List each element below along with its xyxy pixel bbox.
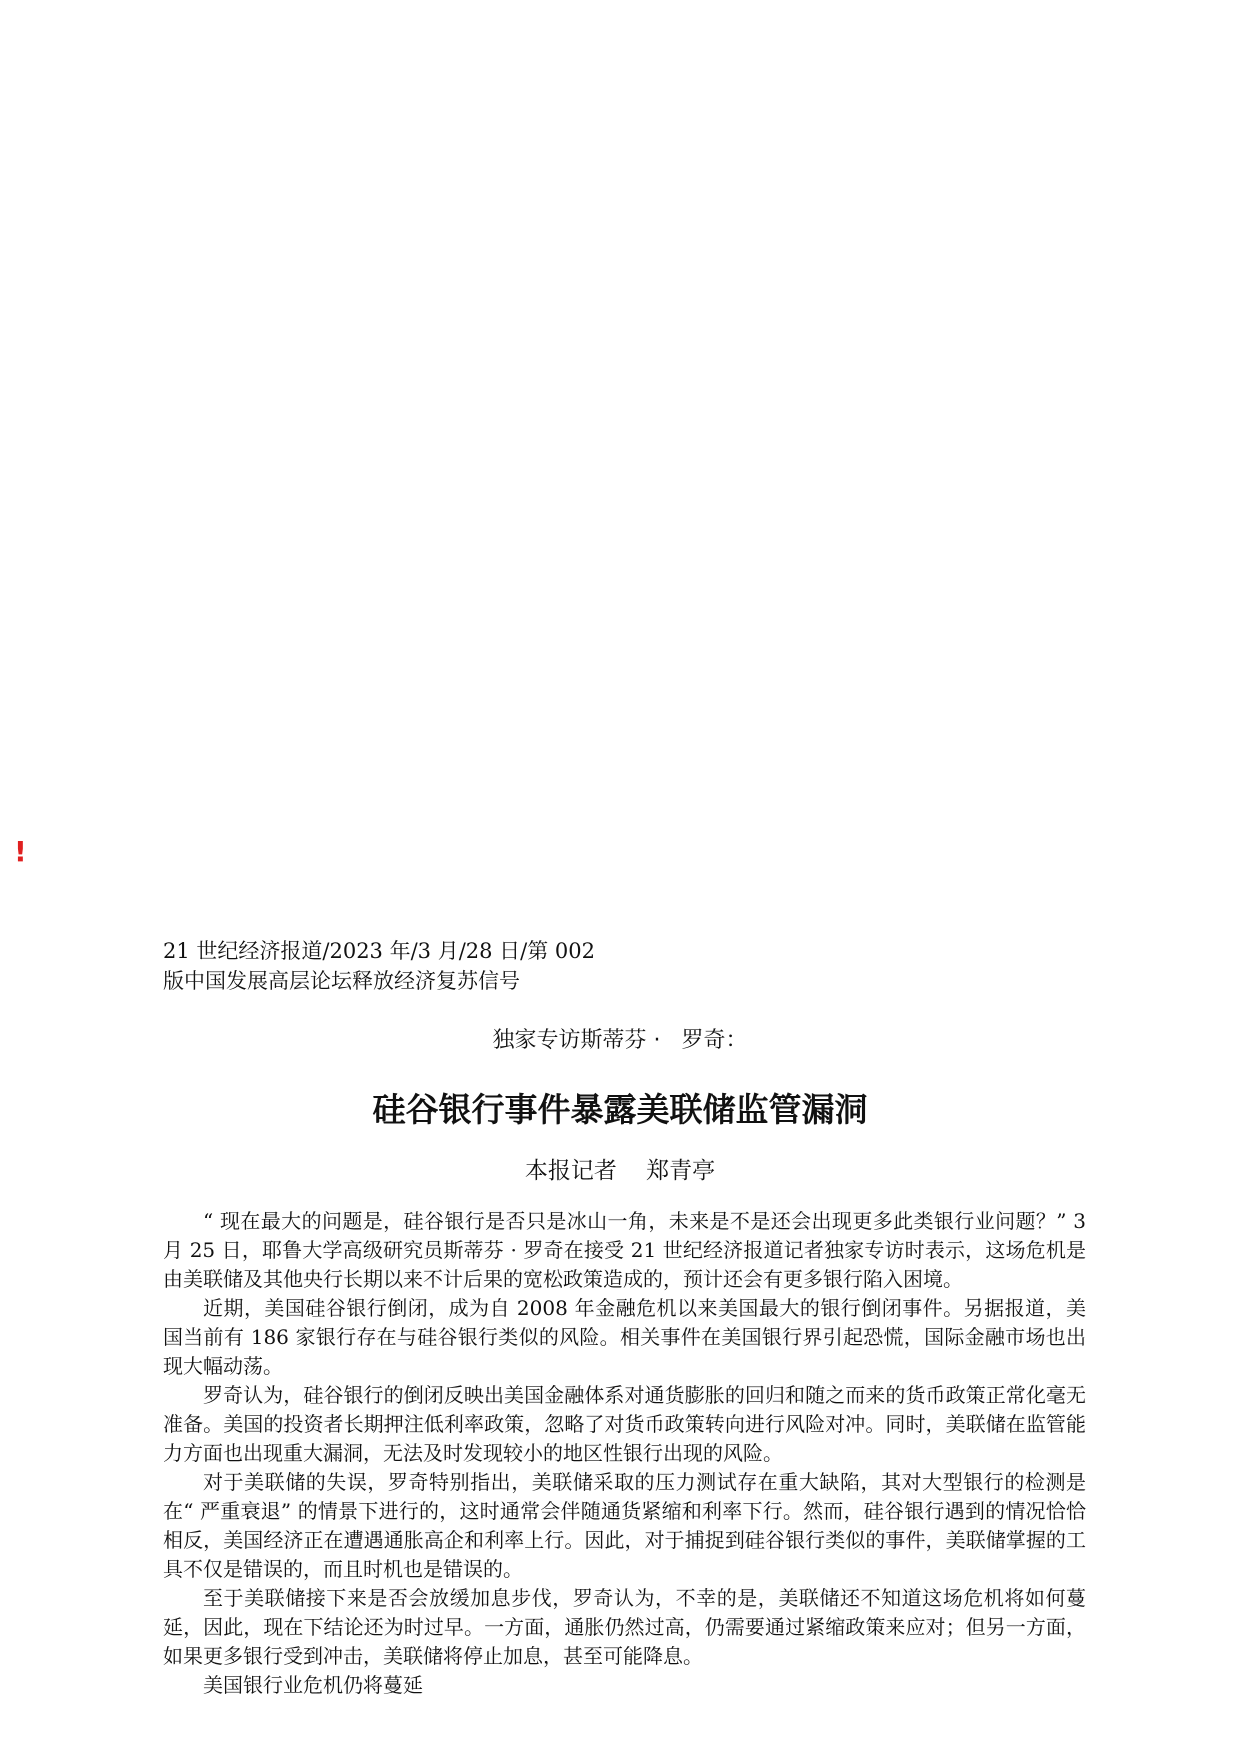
article-paragraph: 罗奇认为，硅谷银行的倒闭反映出美国金融体系对通货膨胀的回归和随之而来的货币政策正常化毫无准备。美国的投资者长期押注低利率政策，忽略了对货币政策转向进行风险对冲。同时，美联储在监管能力方面也出现重大漏洞，无法及时发现较小的地区性银行出现的风险。 [163,1383,1086,1465]
article-kicker: 独家专访斯蒂芬 · 罗奇： [492,1028,748,1053]
article-paragraph: “ 现在最大的问题是，硅谷银行是否只是冰山一角，未来是不是还会出现更多此类银行业问题？” 3 月 25 日，耶鲁大学高级研究员斯蒂芬 · 罗奇在接受 21 世纪经济报道记者独家专访时表示，这场危机是由美联储及其他央行长期以来不计后果的宽松政策造成的，预计还会有更多银行陷入困境。 [163,1209,1086,1291]
article-headline: 硅谷银行事件暴露美联储监管漏洞 [372,1090,868,1129]
article-body [163,1207,1086,1700]
article-paragraph: 近期，美国硅谷银行倒闭，成为自 2008 年金融危机以来美国最大的银行倒闭事件。另据报道，美国当前有 186 家银行存在与硅谷银行类似的风险。相关事件在美国银行界引起恐慌，国际金融市场也出现大幅动荡。 [163,1296,1086,1378]
article-paragraph: 至于美联储接下来是否会放缓加息步伐，罗奇认为，不幸的是，美联储还不知道这场危机将如何蔓延，因此，现在下结论还为时过早。一方面，通胀仍然过高，仍需要通过紧缩政策来应对；但另一方面，如果更多银行受到冲击，美联储将停止加息，甚至可能降息。 [163,1586,1086,1668]
article-subheading: 美国银行业危机仍将蔓延 [203,1673,423,1697]
source-line [163,936,683,996]
article-paragraph: 对于美联储的失误，罗奇特别指出，美联储采取的压力测试存在重大缺陷，其对大型银行的检测是在“ 严重衰退” 的情景下进行的，这时通常会伴随通货紧缩和利率下行。然而，硅谷银行遇到的情况恰恰相反，美国经济正在遭遇通胀高企和利率上行。因此，对于捕捉到硅谷银行类似的事件，美联储掌握的工具不仅是错误的，而且时机也是错误的。 [163,1470,1086,1581]
source-line-1: 21 世纪经济报道/2023 年/3 月/28 日/第 002 [163,939,596,963]
source-line-2: 版中国发展高层论坛释放经济复苏信号 [163,969,520,993]
warning-mark: ! [14,835,27,868]
article-byline: 本报记者 郑青亭 [524,1158,716,1184]
